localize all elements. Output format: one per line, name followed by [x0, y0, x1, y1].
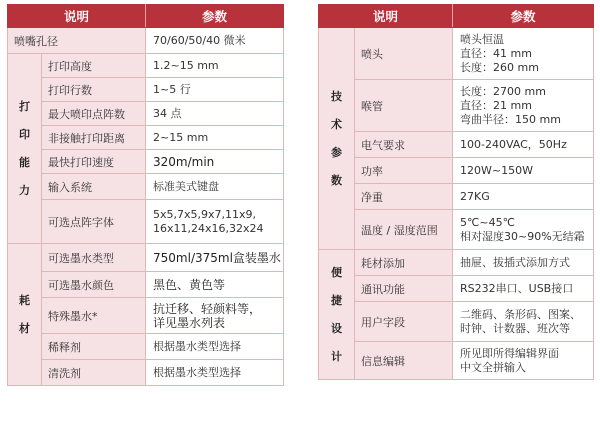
row-label: 功率 — [355, 158, 453, 184]
row-value: 320m/min — [146, 150, 284, 174]
row-value: 黑色、黄色等 — [146, 272, 284, 298]
row-label: 输入系统 — [42, 174, 146, 200]
row-value: 34 点 — [146, 102, 284, 126]
row-value: 根据墨水类型选择 — [146, 360, 284, 386]
consumables-group-label: 耗 材 — [8, 244, 42, 386]
row-value: 抽屉、拔插式添加方式 — [453, 250, 594, 276]
row-label: 净重 — [355, 184, 453, 210]
row-label: 喷头 — [355, 28, 453, 80]
tech-params-group-label: 技 术 参 数 — [319, 28, 355, 250]
row-label: 通讯功能 — [355, 276, 453, 302]
print-capability-group-label: 打 印 能 力 — [8, 54, 42, 244]
row-label: 可选墨水类型 — [42, 244, 146, 272]
row-label: 特殊墨水* — [42, 298, 146, 334]
row-value: 二维码、条形码、图案、 时钟、计数器、班次等 — [453, 302, 594, 342]
row-label: 最大喷印点阵数 — [42, 102, 146, 126]
header-parameter: 参数 — [453, 5, 594, 28]
row-value: 2~15 mm — [146, 126, 284, 150]
header-description: 说明 — [319, 5, 453, 28]
row-label: 可选墨水颜色 — [42, 272, 146, 298]
row-label: 打印行数 — [42, 78, 146, 102]
row-value: 抗迁移、轻颜料等， 详见墨水列表 — [146, 298, 284, 334]
row-value: 1.2~15 mm — [146, 54, 284, 78]
header-description: 说明 — [8, 5, 146, 28]
row-label: 非接触打印距离 — [42, 126, 146, 150]
right-spec-table — [318, 4, 594, 380]
row-label: 稀释剂 — [42, 334, 146, 360]
nozzle-label: 喷嘴孔径 — [8, 28, 146, 54]
row-value: 100-240VAC，50Hz — [453, 132, 594, 158]
row-label: 信息编辑 — [355, 342, 453, 380]
row-label: 可选点阵字体 — [42, 200, 146, 244]
header-parameter: 参数 — [146, 5, 284, 28]
row-value: 长度：2700 mm 直径：21 mm 弯曲半径：150 mm — [453, 80, 594, 132]
row-value: 喷头恒温 直径：41 mm 长度：260 mm — [453, 28, 594, 80]
row-value: 120W~150W — [453, 158, 594, 184]
row-label: 耗材添加 — [355, 250, 453, 276]
convenient-design-group-label: 便 捷 设 计 — [319, 250, 355, 380]
row-label: 打印高度 — [42, 54, 146, 78]
row-value: 5x5,7x5,9x7,11x9, 16x11,24x16,32x24 — [146, 200, 284, 244]
row-value: 1~5 行 — [146, 78, 284, 102]
left-spec-table — [7, 4, 284, 386]
nozzle-value: 70/60/50/40 微米 — [146, 28, 284, 54]
row-label: 清洗剂 — [42, 360, 146, 386]
row-label: 用户字段 — [355, 302, 453, 342]
row-value: 750ml/375ml盒装墨水 — [146, 244, 284, 272]
row-value: 27KG — [453, 184, 594, 210]
row-value: 标准美式键盘 — [146, 174, 284, 200]
row-label: 电气要求 — [355, 132, 453, 158]
row-label: 最快打印速度 — [42, 150, 146, 174]
row-value: 5℃~45℃ 相对湿度30~90%无结霜 — [453, 210, 594, 250]
row-value: RS232串口、USB接口 — [453, 276, 594, 302]
row-label: 温度 / 湿度范围 — [355, 210, 453, 250]
row-value: 所见即所得编辑界面 中文全拼输入 — [453, 342, 594, 380]
row-label: 喉管 — [355, 80, 453, 132]
row-value: 根据墨水类型选择 — [146, 334, 284, 360]
